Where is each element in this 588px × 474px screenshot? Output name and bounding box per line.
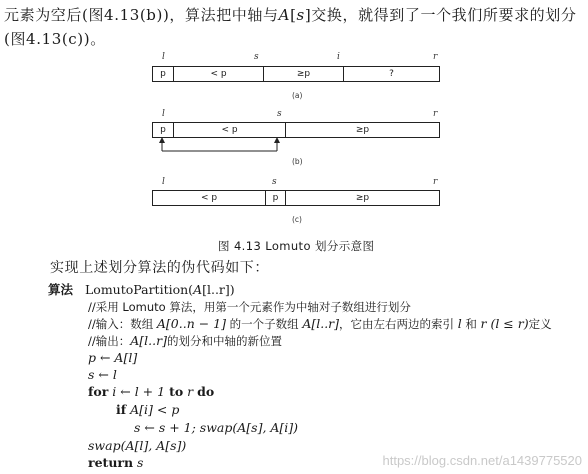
comment-2: [88, 315, 552, 333]
cell-pivot: p: [160, 125, 166, 135]
intro-var-a: A: [278, 6, 291, 24]
index-r: r: [433, 177, 438, 187]
intro-var-s: s: [296, 6, 305, 24]
algorithm-arg: A: [193, 282, 203, 297]
code-line-swap-inner: s ← s + 1; swap(A[s], A[i]): [134, 420, 299, 435]
comment-2-h: r (l ≤ r): [480, 316, 529, 331]
cell-greater-equal: ≥p: [285, 123, 439, 137]
cell-less: < p: [173, 123, 285, 137]
for-body-a: i ← l + 1: [108, 384, 170, 399]
cell-unknown: ?: [343, 67, 439, 81]
code-line-for: [88, 383, 214, 401]
comment-2-g: 和: [461, 317, 481, 331]
cell-greater-equal: ≥p: [285, 191, 439, 205]
diagram-label-a: (a): [292, 91, 303, 100]
index-s: s: [272, 177, 277, 187]
comment-2-f: l: [457, 316, 462, 331]
comment-2-i: 定义: [528, 317, 552, 331]
return-value: s: [133, 455, 144, 470]
code-line-pivot: p ← A[l]: [88, 350, 138, 365]
index-l: l: [162, 52, 165, 62]
intro-text-c: ]交换，就得到了一个我们所要求的划分: [304, 6, 577, 24]
comment-2-e: ，它由左右两边的索引: [339, 317, 458, 331]
swap-line: swap(A[l], A[s]): [88, 438, 187, 453]
cell-greater-equal: ≥p: [263, 67, 343, 81]
if-body: A[i] < p: [126, 402, 180, 417]
comment-2-b: A[0..n − 1]: [156, 316, 227, 331]
diagram-label-c: (c): [292, 215, 302, 224]
if-keyword: if: [116, 402, 127, 417]
index-l: l: [162, 109, 165, 119]
cell-less: < p: [173, 67, 263, 81]
index-i: i: [337, 52, 340, 62]
watermark: https://blog.csdn.net/a1439775520: [382, 453, 582, 468]
array-bar-c: [152, 190, 440, 206]
algorithm-name: LomutoPartition(: [85, 282, 194, 297]
do-keyword: do: [197, 384, 215, 399]
index-r: r: [433, 109, 438, 119]
code-line-return: [88, 454, 143, 472]
code-line-if: [116, 401, 179, 419]
swap-arrow-icon: [150, 136, 290, 156]
index-r: r: [433, 52, 438, 62]
array-bar-a: [152, 66, 440, 82]
cell-pivot: p: [265, 191, 285, 205]
comment-3-b: A[l..r]: [130, 333, 167, 348]
index-l: l: [162, 177, 165, 187]
code-line-s-init: s ← l: [88, 367, 117, 382]
algorithm-arg-rest: [l..r]): [202, 282, 235, 297]
comment-3: [88, 332, 282, 350]
index-s: s: [254, 52, 259, 62]
for-body-b: r: [183, 384, 198, 399]
figure-caption: 图 4.13 Lomuto 划分示意图: [218, 239, 375, 253]
algorithm-keyword: 算法: [48, 282, 74, 297]
code-line-swap-return: [88, 437, 186, 455]
intro-text-a: 元素为空后(图4.13(b))，算法把中轴与: [4, 6, 279, 24]
comment-2-a: //输入：数组: [88, 317, 157, 331]
cell-pivot: p: [160, 69, 166, 79]
comment-2-d: A[l..r]: [302, 316, 340, 331]
comment-1: //采用 Lomuto 算法，用第一个元素作为中轴对子数组进行划分: [88, 300, 411, 314]
cell-less: < p: [200, 193, 218, 203]
pseudocode-intro: 实现上述划分算法的伪代码如下：: [50, 260, 269, 276]
to-keyword: to: [169, 384, 184, 399]
return-keyword: return: [88, 455, 134, 470]
comment-2-c: 的一个子数组: [226, 317, 303, 331]
for-keyword: for: [88, 384, 109, 399]
comment-3-a: //输出：: [88, 334, 131, 348]
index-s: s: [277, 109, 282, 119]
algorithm-header: [48, 281, 235, 299]
intro-bracket-open: [: [290, 6, 297, 24]
diagram-label-b: (b): [292, 157, 303, 166]
intro-line-1: [4, 5, 576, 26]
intro-line-2: (图4.13(c))。: [4, 30, 106, 48]
comment-3-c: 的划分和中轴的新位置: [166, 334, 282, 348]
